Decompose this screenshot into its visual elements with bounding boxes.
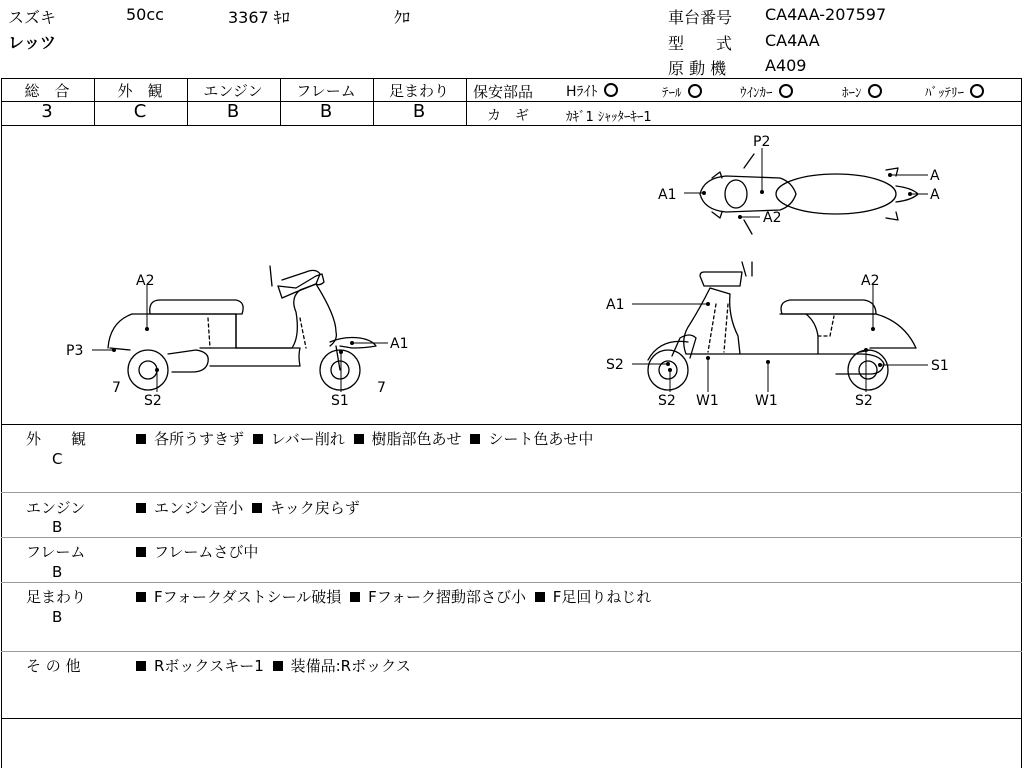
- remark-items-suspension: [132, 586, 651, 607]
- label-left-7a: 7: [112, 380, 121, 396]
- horn-label: ﾎｰﾝ: [842, 86, 862, 101]
- remark-rule: [1, 582, 1022, 583]
- type-value: CA4AA: [765, 31, 820, 50]
- frame-label: フレーム: [296, 82, 356, 100]
- remark-grade-suspension: B: [52, 608, 63, 626]
- frame-no-label: 車台番号: [668, 8, 733, 27]
- headlight-item: [566, 81, 618, 101]
- remark-item: Rボックスキー1: [154, 657, 264, 675]
- bullet-icon: [136, 592, 146, 602]
- remark-item: 各所うすきず: [154, 430, 245, 448]
- remark-item: キック戻らず: [270, 499, 360, 517]
- label-right-s2c: S2: [855, 393, 873, 409]
- rule-header: [1, 78, 1022, 79]
- ok-circle-icon: [604, 83, 618, 97]
- remark-items-frame: [132, 541, 258, 562]
- bullet-icon: [136, 661, 146, 671]
- bullet-icon: [354, 434, 364, 444]
- label-right-w1a: W1: [696, 393, 719, 409]
- horn-item: [842, 82, 882, 101]
- frame-value: B: [319, 101, 333, 122]
- headlight-label: Hﾗｲﾄ: [566, 84, 598, 100]
- winker-label: ｳｲﾝｶｰ: [740, 86, 773, 101]
- rule-diagram: [1, 424, 1022, 425]
- remark-label-engine: エンジン: [26, 499, 86, 517]
- engine-label: エンジン: [203, 82, 263, 100]
- remark-item: シート色あせ中: [488, 430, 594, 448]
- bullet-icon: [470, 434, 480, 444]
- label-top-a-1: A: [930, 168, 940, 184]
- engine-value: B: [226, 101, 240, 122]
- total-value: 3: [41, 101, 53, 122]
- frame-no: CA4AA-207597: [765, 5, 887, 24]
- bullet-icon: [273, 661, 283, 671]
- remark-grade-engine: B: [52, 518, 63, 536]
- safety-label: 保安部品: [473, 83, 534, 101]
- bullet-icon: [535, 592, 545, 602]
- remark-item: F足回りねじれ: [552, 588, 652, 606]
- type-label: 型 式: [668, 34, 733, 53]
- maker: スズキ: [8, 8, 57, 27]
- displacement: 50cc: [126, 5, 164, 24]
- bullet-icon: [136, 547, 146, 557]
- label-top-a1: A1: [658, 187, 677, 203]
- key-label: カ ギ: [487, 108, 529, 124]
- remark-item: 樹脂部色あせ: [371, 430, 462, 448]
- remark-item: レバー削れ: [270, 430, 345, 448]
- remark-items-exterior: [132, 428, 593, 449]
- label-left-s1: S1: [331, 393, 349, 409]
- suspension-label: 足まわり: [388, 82, 449, 100]
- label-left-a1: A1: [390, 336, 409, 352]
- remark-item: Fフォーク摺動部さび小: [368, 588, 526, 606]
- label-top-p2: P2: [753, 134, 771, 150]
- rule-bottom: [1, 718, 1022, 719]
- bullet-icon: [136, 434, 146, 444]
- label-left-s2: S2: [144, 393, 162, 409]
- remark-label-frame: フレーム: [26, 543, 86, 561]
- remark-item: Fフォークダストシール破損: [154, 588, 342, 606]
- bullet-icon: [253, 434, 263, 444]
- ok-circle-icon: [868, 84, 882, 98]
- engine-model-value: A409: [765, 56, 807, 75]
- remark-label-suspension: 足まわり: [26, 588, 87, 606]
- exterior-label: 外 観: [117, 82, 163, 100]
- bullet-icon: [252, 503, 262, 513]
- ok-circle-icon: [970, 84, 984, 98]
- label-right-s1: S1: [931, 358, 949, 374]
- remark-rule: [1, 651, 1022, 652]
- bullet-icon: [136, 503, 146, 513]
- winker-item: [740, 82, 793, 101]
- battery-label: ﾊﾞｯﾃﾘｰ: [925, 86, 964, 101]
- remark-items-engine: [132, 497, 360, 518]
- remark-grade-exterior: C: [52, 450, 63, 468]
- label-left-7b: 7: [377, 380, 386, 396]
- label-right-s2a: S2: [606, 357, 624, 373]
- damage-diagram: [0, 126, 1024, 424]
- exterior-value: C: [133, 101, 147, 122]
- remark-label-other: そ の 他: [26, 657, 81, 675]
- label-right-a2: A2: [861, 273, 880, 289]
- battery-item: [925, 82, 984, 101]
- ok-circle-icon: [779, 84, 793, 98]
- remark-item: 装備品:Rボックス: [290, 657, 411, 675]
- remark-item: エンジン音小: [154, 499, 244, 517]
- tail-item: [662, 82, 702, 101]
- remark-label-exterior: 外 観: [26, 430, 87, 448]
- model-name: レッツ: [8, 33, 56, 52]
- mileage: 3367 ｷﾛ: [228, 8, 290, 27]
- bullet-icon: [350, 592, 360, 602]
- remark-items-other: [132, 655, 411, 676]
- label-top-a-2: A: [930, 187, 940, 203]
- key-value: ｶｷﾞ1 ｼｬｯﾀｰｷｰ1: [566, 110, 652, 125]
- total-label: 総 合: [24, 82, 70, 100]
- scooter-top-view: [700, 154, 918, 234]
- label-top-a2: A2: [763, 210, 782, 226]
- label-left-p3: P3: [66, 343, 84, 359]
- remark-item: フレームさび中: [154, 543, 259, 561]
- suspension-value: B: [412, 101, 426, 122]
- label-left-a2: A2: [136, 273, 155, 289]
- remark-rule: [1, 492, 1022, 493]
- color: ｸﾛ: [394, 8, 411, 27]
- remark-rule: [1, 537, 1022, 538]
- safety-mid-rule: [466, 101, 1022, 102]
- label-right-a1: A1: [606, 297, 625, 313]
- label-right-s2b: S2: [658, 393, 676, 409]
- ok-circle-icon: [688, 84, 702, 98]
- engine-model-label: 原 動 機: [668, 59, 727, 78]
- label-right-w1b: W1: [755, 393, 778, 409]
- remark-grade-frame: B: [52, 563, 63, 581]
- tail-label: ﾃｰﾙ: [662, 86, 682, 101]
